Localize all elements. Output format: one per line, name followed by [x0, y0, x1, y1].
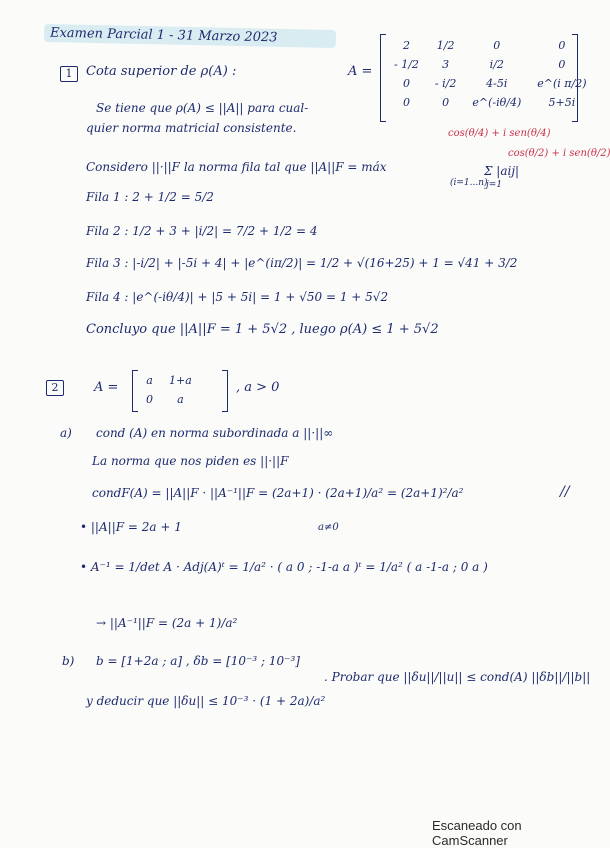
intro-line-1: Se tiene que ρ(A) ≤ ||A|| para cual-: [96, 101, 309, 115]
matrix-cell: - 1/2: [394, 58, 419, 71]
problem-1-conclusion: Concluyo que ||A||F = 1 + 5√2 , luego ρ(A) ≤ 1 + 5√2: [86, 322, 439, 337]
bullet-inverse: • A⁻¹ = 1/det A · Adj(A)ᵗ = 1/a² · ( a 0 ; -1-a a )ᵗ = 1/a² ( a -1-a ; 0 a ): [80, 560, 488, 574]
red-annotation-1: cos(θ/4) + i sen(θ/4): [448, 128, 551, 139]
matrix-row: [386, 74, 595, 93]
matrix-cell: 0: [402, 77, 410, 90]
matrix-cell: 0: [493, 39, 501, 52]
matrix-cell: 0: [402, 96, 410, 109]
red-annotation-2: cos(θ/2) + i sen(θ/2): [508, 148, 610, 159]
problem-2-matrix-label: A =: [94, 380, 119, 395]
part-b-vectors: b = [1+2a ; a] , δb = [10⁻³ ; 10⁻³]: [96, 654, 300, 668]
cond-f-line: condF(A) = ||A||F · ||A⁻¹||F = (2a+1) · (2a+1)/a² = (2a+1)²/a²: [92, 486, 464, 500]
row-3-sum: Fila 3 : |-i/2| + |-5i + 4| + |e^(iπ/2)| = 1/2 + √(16+25) + 1 = √41 + 3/2: [86, 256, 518, 270]
matrix-cell: 0: [558, 58, 566, 71]
matrix-cell: 0: [146, 393, 153, 406]
matrix-cell: - i/2: [434, 77, 457, 90]
check-mark: //: [560, 484, 570, 500]
matrix-cell: a: [177, 393, 184, 406]
scanner-watermark: Escaneado con CamScanner: [432, 818, 522, 848]
part-b-prove: . Probar que ||δu||/||u|| ≤ cond(A) ||δb||/||b||: [324, 670, 591, 684]
matrix-row: [138, 371, 200, 390]
matrix-cell: e^(i π/2): [537, 77, 587, 90]
matrix-cell: 5+5i: [548, 96, 576, 109]
matrix-cell: e^(-iθ/4): [472, 96, 522, 109]
part-b-deduce: y deducir que ||δu|| ≤ 10⁻³ · (1 + 2a)/a²: [86, 694, 326, 708]
matrix-cell: 2: [402, 39, 410, 52]
row-4-sum: Fila 4 : |e^(-iθ/4)| + |5 + 5i| = 1 + √50 = 1 + 5√2: [86, 290, 389, 304]
consider-text: Considero ||·||F la norma fila tal que ||A||F = máx: [86, 160, 387, 174]
matrix-cell: a: [146, 374, 153, 387]
inverse-norm: → ||A⁻¹||F = (2a + 1)/a²: [96, 616, 238, 630]
matrix-cell: 1+a: [169, 374, 192, 387]
matrix-row: [138, 390, 200, 409]
matrix-cell: 4-5i: [486, 77, 508, 90]
intro-line-2: quier norma matricial consistente.: [86, 121, 297, 135]
row-1-sum: Fila 1 : 2 + 1/2 = 5/2: [86, 190, 214, 204]
problem-1-heading: Cota superior de ρ(A) :: [86, 64, 237, 79]
consider-range: (i=1...n): [450, 178, 488, 188]
matrix-cell: 0: [558, 39, 566, 52]
consider-sum: Σ |aij|: [484, 164, 520, 178]
norm-requested: La norma que nos piden es ||·||F: [92, 454, 289, 468]
problem-2-condition: , a > 0: [236, 380, 280, 395]
matrix-row: [386, 55, 595, 74]
problem-2-number: 2: [46, 380, 64, 396]
problem-1-matrix-label: A =: [348, 64, 373, 79]
problem-1-matrix: [386, 36, 595, 112]
matrix-row: [386, 36, 595, 55]
part-b-label: b): [62, 654, 75, 668]
matrix-cell: 3: [442, 58, 450, 71]
problem-2-matrix: [138, 371, 200, 409]
matrix-cell: i/2: [489, 58, 504, 71]
a-not-zero-note: a≠0: [318, 522, 339, 533]
part-a-text: cond (A) en norma subordinada a ||·||∞: [96, 426, 334, 440]
consider-j-index: j=1: [486, 180, 503, 190]
bullet-norm-a: • ||A||F = 2a + 1: [80, 520, 182, 534]
exam-title: Examen Parcial 1 - 31 Marzo 2023: [49, 25, 278, 46]
matrix-row: [386, 93, 595, 112]
matrix-cell: 1/2: [436, 39, 455, 52]
problem-1-number: 1: [60, 66, 78, 82]
row-2-sum: Fila 2 : 1/2 + 3 + |i/2| = 7/2 + 1/2 = 4: [86, 224, 318, 238]
matrix-2-right-bracket: [222, 370, 228, 412]
part-a-label: a): [60, 426, 72, 440]
matrix-cell: 0: [442, 96, 450, 109]
